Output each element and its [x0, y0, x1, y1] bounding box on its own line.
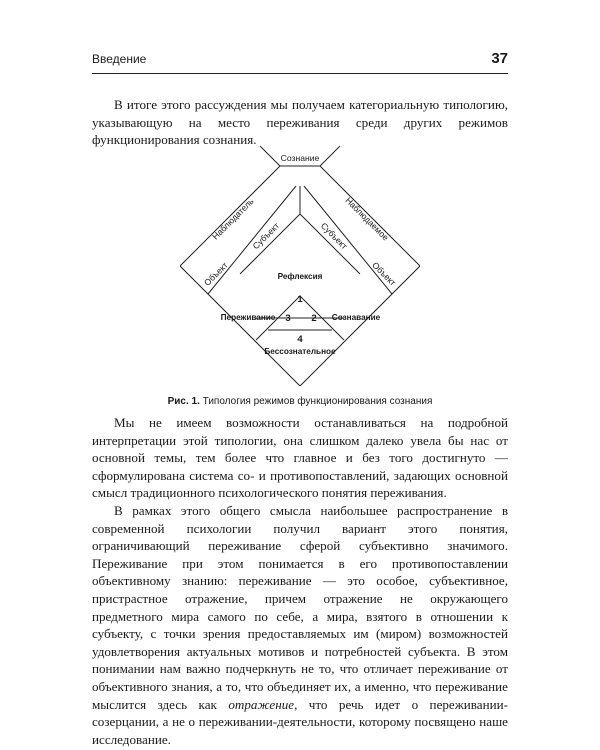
label-subject-right: Субъект [318, 220, 350, 252]
top-cross-left [260, 146, 280, 166]
label-object-left: Объект [201, 259, 230, 288]
label-perezhivanie: Переживание [220, 313, 276, 322]
paragraph-3-part1: В рамках этого общего смысла наибольшее распространение в современной психологии получил вариант этого понятия, ограничивающий переживание сферой субъективно значимого. Переживание при этом понимается в его противопоставлении объективному знанию: переживание — это особое, субъективное, пристрастное отражение, причем отражение не окружающего предметного мира самого по себе, а мира, взятого в отношении к субъекту, с точки зрения предоставляемых им (миром) возможностей удовлетворения актуальных мотивов и потребностей субъекта. В этом понимании нам важно подчеркнуть не то, что отличает переживание от объективного знания, а то, что объединяет их, а именно, что переживание мыслится здесь как [92, 503, 508, 712]
intro-paragraph [92, 96, 508, 149]
top-cross-right [320, 146, 340, 166]
intro-paragraph-text: В итоге этого рассуждения мы получаем категориальную типологию, указывающую на место переживания среди других режимов функционирования сознания. [92, 97, 508, 148]
typology-diagram [180, 146, 420, 391]
header-rule [92, 73, 508, 74]
number-3: 3 [285, 313, 291, 324]
label-reflexia: Рефлексия [277, 272, 323, 281]
number-4: 4 [297, 334, 303, 345]
label-subject-left: Субъект [250, 220, 282, 252]
section-title: Введение [92, 52, 147, 66]
label-bessoznatelnoe: Бессознательное [264, 347, 336, 356]
paragraph-3-part2: , что речь идет о переживании-созерцании, а не о переживании-деятельности, которому посвящено наше исследование. [92, 696, 508, 747]
figure-caption [92, 396, 508, 407]
paragraph-3-text [92, 502, 508, 748]
paragraph-2 [92, 414, 508, 502]
diagram-svg [180, 146, 420, 386]
caption-text: Типология режимов функционирования сознания [202, 396, 433, 407]
paragraph-3-emphasis: отражение [228, 696, 295, 712]
label-observer: Наблюдатель [210, 196, 256, 242]
label-object-right: Объект [370, 259, 399, 288]
number-2: 2 [311, 313, 317, 324]
label-observed: Наблюдаемое [343, 195, 391, 243]
caption-prefix: Рис. 1. [167, 396, 200, 407]
number-1: 1 [297, 294, 303, 305]
page-number: 37 [491, 50, 508, 67]
label-soznanie: Сознание [280, 153, 320, 163]
paragraph-3 [92, 502, 508, 748]
paragraph-2-text: Мы не имеем возможности останавливаться на подробной интерпретации этой типологии, она слишком далеко увела бы нас от основной темы, тем более что главное и без того достигнуто — сформулирована система со- и противопоставлений, задающих основной смысл традиционного психологического понятия переживания. [92, 415, 508, 501]
outer-edge-bottom-left [180, 266, 300, 386]
outer-edge-bottom-right [300, 266, 420, 386]
label-soznavanie: Сознавание [331, 313, 381, 322]
